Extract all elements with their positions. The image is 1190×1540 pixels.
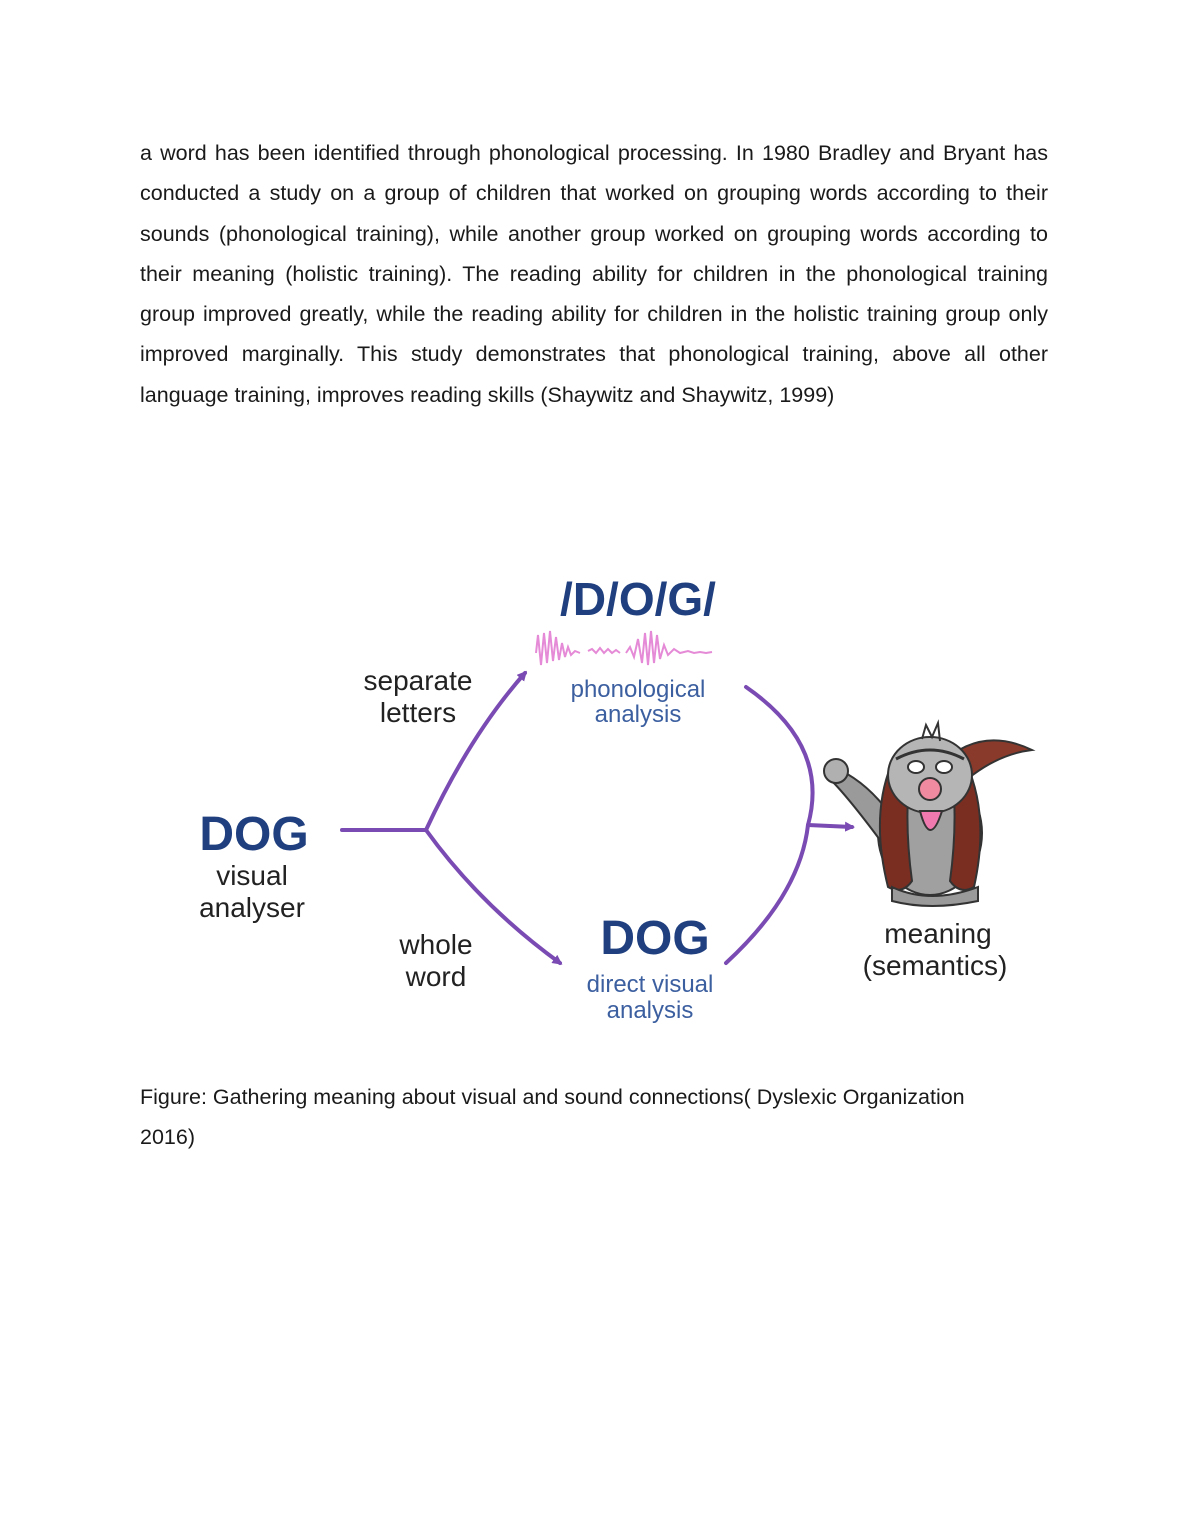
- dog-head: [888, 737, 972, 813]
- body-paragraph: a word has been identified through phonological processing. In 1980 Bradley and Bryant has conducted a study on a group of children that worked on grouping words according to their sounds (phonological training), while another group worked on grouping words according to their meaning (holistic training). The reading ability for children in the phonological training group improved greatly, while the reading ability for children in the holistic training group only improved marginally. This study demonstrates that phonological training, above all other language training, improves reading skills (Shaywitz and Shaywitz, 1999): [140, 141, 1048, 407]
- input-word: DOG: [199, 808, 309, 861]
- dog-illustration: [824, 723, 1032, 906]
- whole-word-line2: word: [405, 961, 467, 992]
- visual-analyser-line1: visual: [216, 860, 288, 891]
- meaning-line1: meaning: [884, 918, 992, 949]
- reading-pathways-diagram: [180, 565, 1040, 1030]
- phonological-to-meaning-arrow: [746, 687, 813, 825]
- whole-word-line1: whole: [399, 929, 473, 960]
- dog-left-eye: [908, 761, 924, 773]
- direct-visual-analysis-line2: analysis: [606, 997, 694, 1024]
- phonological-analysis-line2: analysis: [594, 701, 682, 728]
- dog-paw: [824, 759, 848, 783]
- meaning-arrow: [808, 825, 852, 827]
- reading-pathways-figure: [180, 565, 1040, 1030]
- phoneme-label: /D/O/G/: [560, 573, 716, 625]
- separate-letters-line1: separate: [363, 665, 473, 696]
- figure-caption: [140, 1077, 1048, 1158]
- sound-wave-icon: [536, 631, 712, 665]
- meaning-line2: (semantics): [862, 950, 1008, 981]
- phonological-analysis-line1: phonological: [570, 676, 706, 703]
- figure-caption-line2: 2016): [140, 1125, 195, 1150]
- figure-caption-line1: Figure: Gathering meaning about visual and sound connections( Dyslexic Organization: [140, 1085, 965, 1109]
- visual-analyser-line2: analyser: [199, 892, 305, 923]
- dog-nose: [919, 778, 941, 800]
- direct-to-meaning-arrow: [726, 825, 808, 963]
- direct-word: DOG: [600, 912, 710, 965]
- direct-visual-analysis-line1: direct visual: [586, 971, 714, 998]
- dog-right-eye: [936, 761, 952, 773]
- separate-letters-line2: letters: [379, 697, 457, 728]
